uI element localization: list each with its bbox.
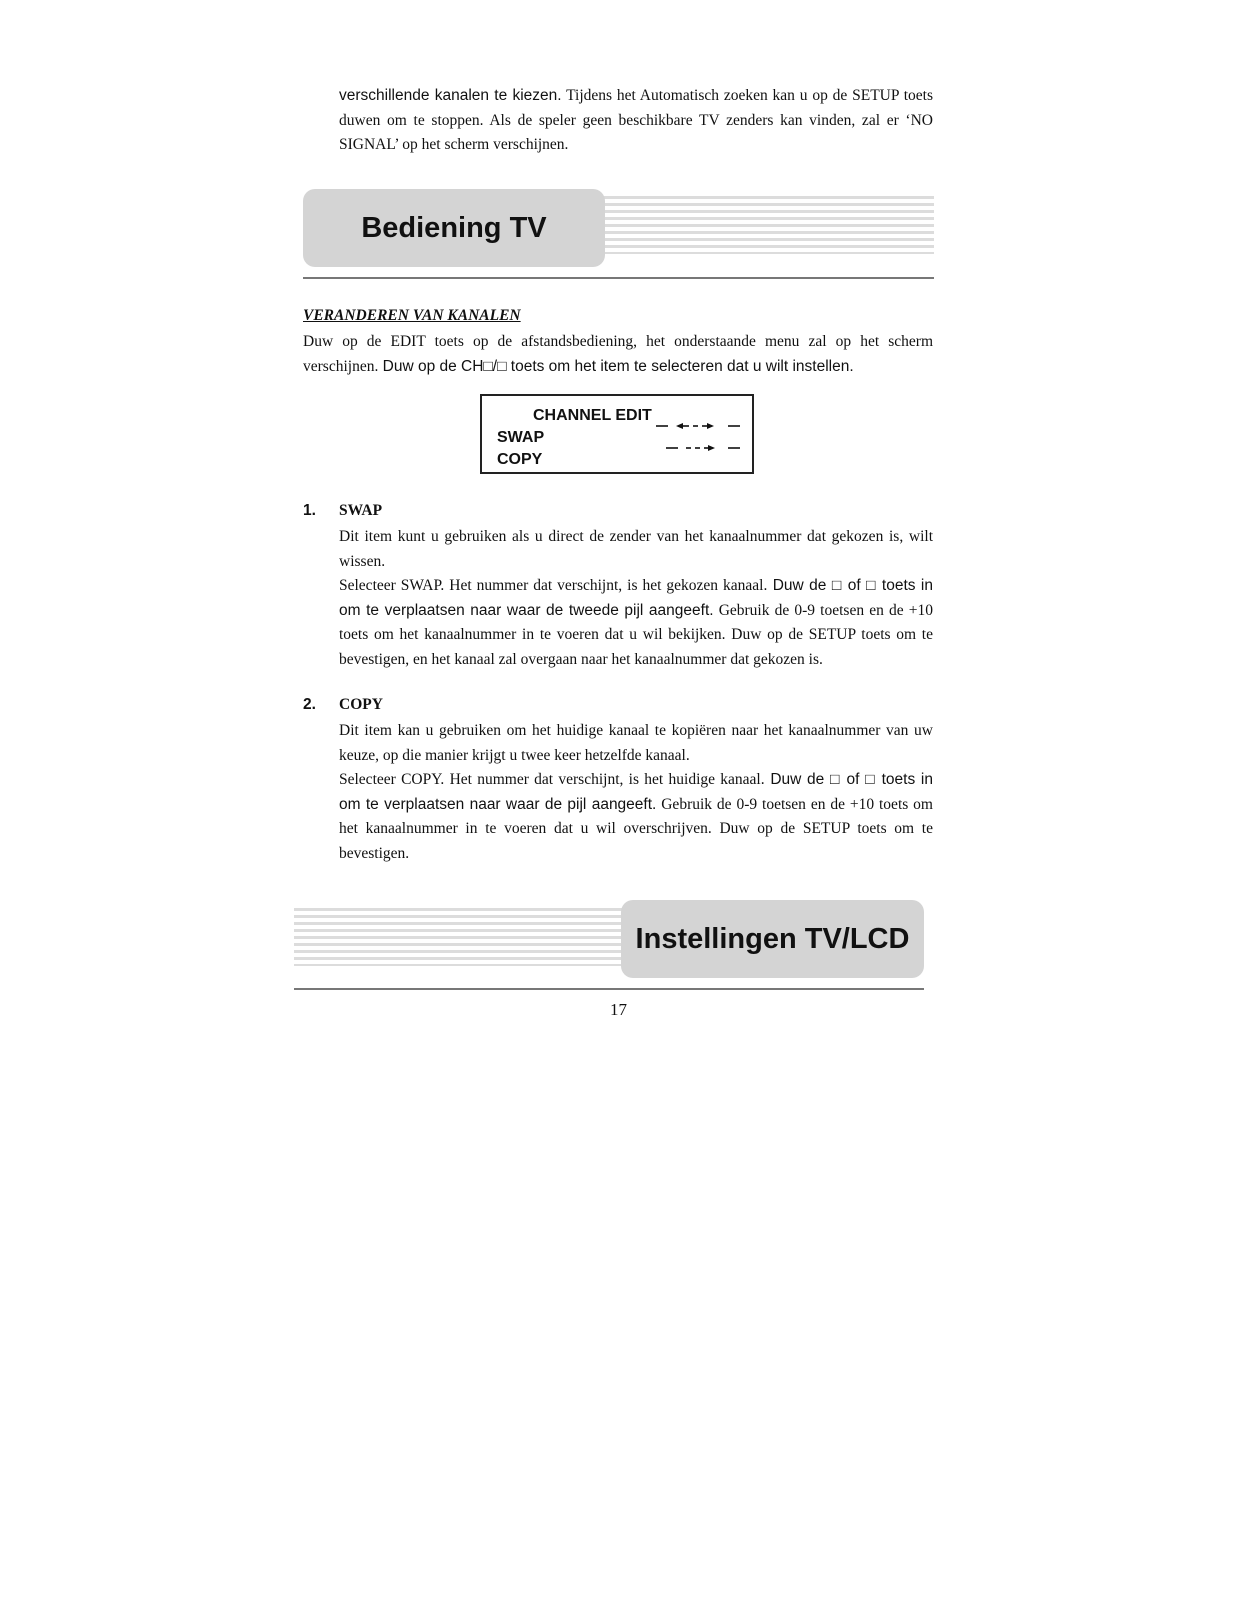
intro-paragraph xyxy=(339,84,933,158)
item-copy-p2-a: Selecteer COPY. Het nummer dat verschijnt, is het huidige kanaal. xyxy=(339,771,765,788)
item-swap-p2-a: Selecteer SWAP. Het nummer dat verschijnt, is het gekozen kanaal. xyxy=(339,577,768,594)
item-heading-swap: SWAP xyxy=(339,502,383,519)
menu-title: CHANNEL EDIT xyxy=(533,407,652,424)
item-body-swap xyxy=(339,525,933,672)
item-number: 2. xyxy=(303,696,316,713)
menu-arrows-icon xyxy=(656,420,746,460)
channel-edit-menu xyxy=(480,394,754,474)
page-number: 17 xyxy=(610,1000,627,1019)
section-header-stripes xyxy=(590,196,934,254)
section-subheading: VERANDEREN VAN KANALEN xyxy=(303,307,521,324)
item-copy-p1: Dit item kan u gebruiken om het huidige kanaal te kopiëren naar het kanaalnummer van uw keuze, op die manier krijgt u twee keer hetzelfde kanaal. xyxy=(339,722,933,764)
section-paragraph-sans: Duw op de CH□/□ toets om het item te selecteren dat u wilt instellen. xyxy=(378,357,854,375)
footer-header-stripes xyxy=(294,908,624,966)
item-body-copy xyxy=(339,719,933,866)
item-swap-p2 xyxy=(339,574,933,672)
item-copy-p2-b: Gebruik de 0-9 toetsen en de +10 toets om het kanaalnummer in te voeren dat u wil overschrijven. Duw op de SETUP toets om te bevestigen. xyxy=(339,795,933,862)
item-swap-p2-b: Gebruik de 0-9 toetsen en de +10 toets om het kanaalnummer in te voeren dat u wil bekijken. Duw op de SETUP toets om te bevestigen, en het kanaal zal overgaan naar het kanaalnummer dat gekozen is. xyxy=(339,601,933,668)
section-paragraph xyxy=(303,330,933,379)
item-swap-p1: Dit item kunt u gebruiken als u direct de zender van het kanaalnummer dat gekozen is, wilt wissen. xyxy=(339,528,933,570)
section-header-rule xyxy=(303,277,934,279)
intro-serif-text: Tijdens het Automatisch zoeken kan u op de SETUP toets duwen om te stoppen. Als de speler geen beschikbare TV zenders kan vinden, zal er ‘NO SIGNAL’ op het scherm verschijnen. xyxy=(339,87,933,153)
item-heading-copy: COPY xyxy=(339,696,383,713)
menu-item-swap: SWAP xyxy=(497,429,545,446)
menu-item-copy: COPY xyxy=(497,451,543,468)
item-copy-p2-sans: Duw de □ of □ toets in om te verplaatsen naar waar de pijl aangeeft. xyxy=(339,771,933,813)
section-header-title: Bediening TV xyxy=(303,189,605,267)
item-number: 1. xyxy=(303,502,316,519)
item-swap-p2-sans: Duw de □ of □ toets in om te verplaatsen naar waar de tweede pijl aangeeft. xyxy=(339,577,933,619)
footer-header-rule xyxy=(294,988,924,990)
intro-sans-text: verschillende kanalen te kiezen. xyxy=(339,87,562,104)
footer-header-title: Instellingen TV/LCD xyxy=(621,900,924,978)
section-paragraph-serif: Duw op de EDIT toets op de afstandsbediening, het onderstaande menu zal op het scherm verschijnen. xyxy=(303,333,933,375)
item-copy-p2 xyxy=(339,768,933,866)
